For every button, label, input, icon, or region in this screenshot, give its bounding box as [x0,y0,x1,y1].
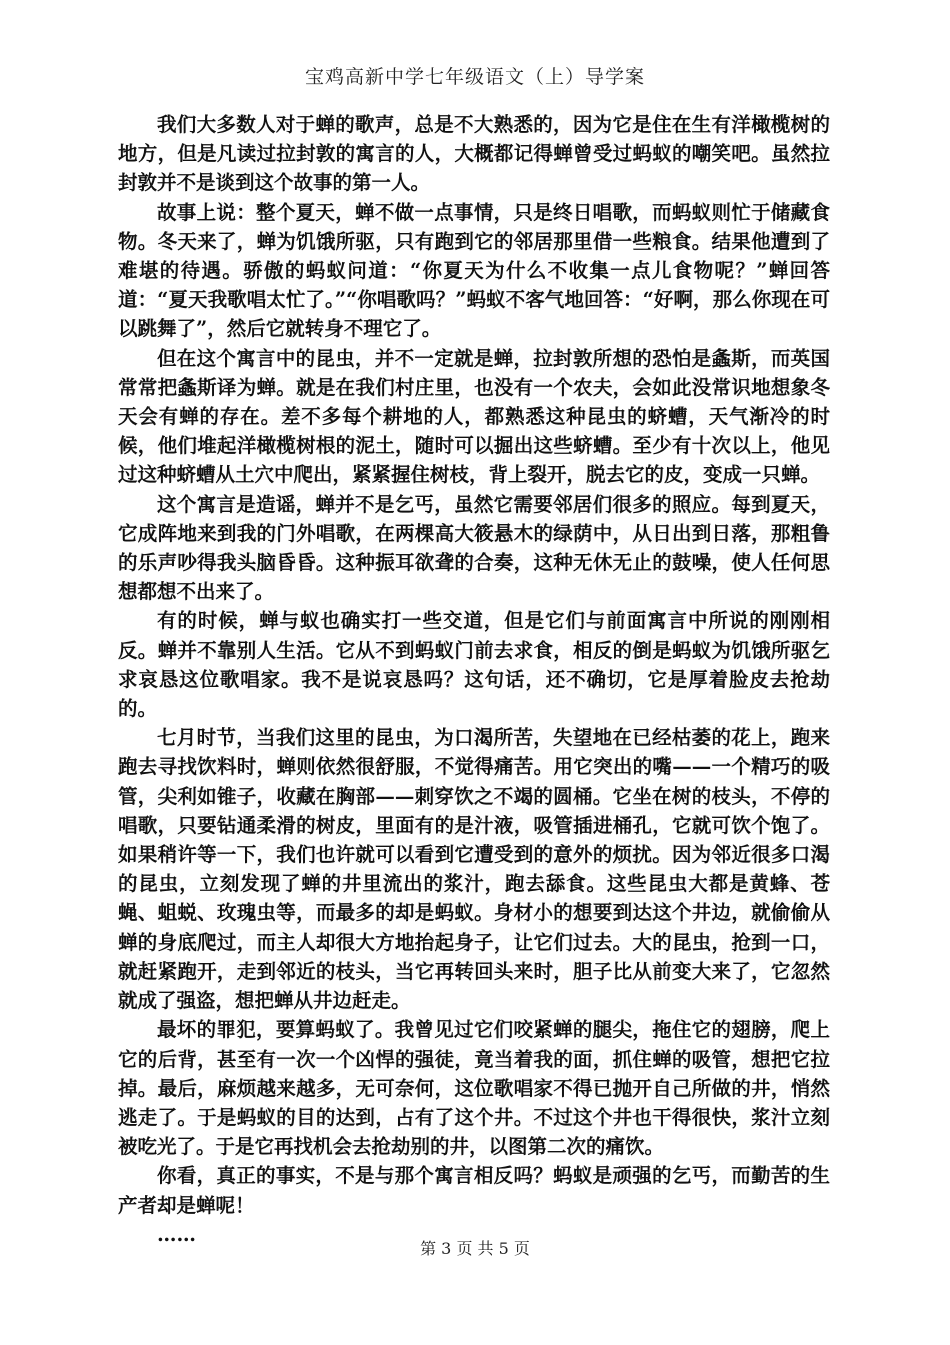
page-header: 宝鸡高新中学七年级语文（上）导学案 [304,66,645,88]
article-body [118,110,830,1249]
paragraph: 你看，真正的事实，不是与那个寓言相反吗？蚂蚁是顽强的乞丐，而勤苦的生产者却是蝉呢！ [118,1164,830,1217]
paragraph: 有的时候，蝉与蚁也确实打一些交道，但是它们与前面寓言中所说的刚刚相反。蝉并不靠别人生活。它从不到蚂蚁门前去求食，相反的倒是蚂蚁为饥饿所驱乞求哀恳这位歌唱家。我不是说哀恳吗？这句话，还不确切，它是厚着脸皮去抢劫的。 [118,609,830,721]
paragraph: 这个寓言是造谣，蝉并不是乞丐，虽然它需要邻居们很多的照应。每到夏天，它成阵地来到我的门外唱歌，在两棵高大筱悬木的绿荫中，从日出到日落，那粗鲁的乐声吵得我头脑昏昏。这种振耳欲聋的合奏，这种无休无止的鼓噪，使人任何思想都想不出来了。 [118,492,830,604]
paragraph: 故事上说：整个夏天，蝉不做一点事情，只是终日唱歌，而蚂蚁则忙于储藏食物。冬天来了，蝉为饥饿所驱，只有跑到它的邻居那里借一些粮食。结果他遭到了难堪的待遇。骄傲的蚂蚁问道：“你夏天为什么不收集一点儿食物呢？”蝉回答道：“夏天我歌唱太忙了。”“你唱歌吗？”蚂蚁不客气地回答：“好啊，那么你现在可以跳舞了”，然后它就转身不理它了。 [118,200,830,341]
paragraph: 最坏的罪犯，要算蚂蚁了。我曾见过它们咬紧蝉的腿尖，拖住它的翅膀，爬上它的后背，甚至有一次一个凶悍的强徒，竟当着我的面，抓住蝉的吸管，想把它拉掉。最后，麻烦越来越多，无可奈何，这位歌唱家不得已抛开自己所做的井，悄然逃走了。于是蚂蚁的目的达到，占有了这个井。不过这个井也干得很快，浆汁立刻被吃光了。于是它再找机会去抢劫别的井，以图第二次的痛饮。 [118,1018,830,1159]
page-footer: 第 3 页 共 5 页 [420,1239,530,1258]
ellipsis: …… [157,1222,196,1246]
paragraph: 七月时节，当我们这里的昆虫，为口渴所苦，失望地在已经枯萎的花上，跑来跑去寻找饮料时，蝉则依然很舒服，不觉得痛苦。用它突出的嘴——一个精巧的吸管，尖利如锥子，收藏在胸部——刺穿饮之不竭的圆桶。它坐在树的枝头，不停的唱歌，只要钻通柔滑的树皮，里面有的是汁液，吸管插进桶孔，它就可饮个饱了。如果稍许等一下，我们也许就可以看到它遭受到的意外的烦扰。因为邻近很多口渴的昆虫，立刻发现了蝉的井里流出的浆汁，跑去舔食。这些昆虫大都是黄蜂、苍蝇、蛆蜕、玫瑰虫等，而最多的却是蚂蚁。身材小的想要到达这个井边，就偷偷从蝉的身底爬过，而主人却很大方地抬起身子，让它们过去。大的昆虫，抢到一口，就赶紧跑开，走到邻近的枝头，当它再转回头来时，胆子比从前变大来了，它忽然就成了强盗，想把蝉从井边赶走。 [118,726,830,1013]
paragraph: 我们大多数人对于蝉的歌声，总是不大熟悉的，因为它是住在生有洋橄榄树的地方，但是凡读过拉封敦的寓言的人，大概都记得蝉曾受过蚂蚁的嘲笑吧。虽然拉封敦并不是谈到这个故事的第一人。 [118,113,830,195]
paragraph: 但在这个寓言中的昆虫，并不一定就是蝉，拉封敦所想的恐怕是螽斯，而英国常常把螽斯译为蝉。就是在我们村庄里，也没有一个农夫，会如此没常识地想象冬天会有蝉的存在。差不多每个耕地的人，都熟悉这种昆虫的蛴螬，天气渐冷的时候，他们堆起洋橄榄树根的泥土，随时可以掘出这些蛴螬。至少有十次以上，他见过这种蛴螬从土穴中爬出，紧紧握住树枝，背上裂开，脱去它的皮，变成一只蝉。 [118,346,830,487]
